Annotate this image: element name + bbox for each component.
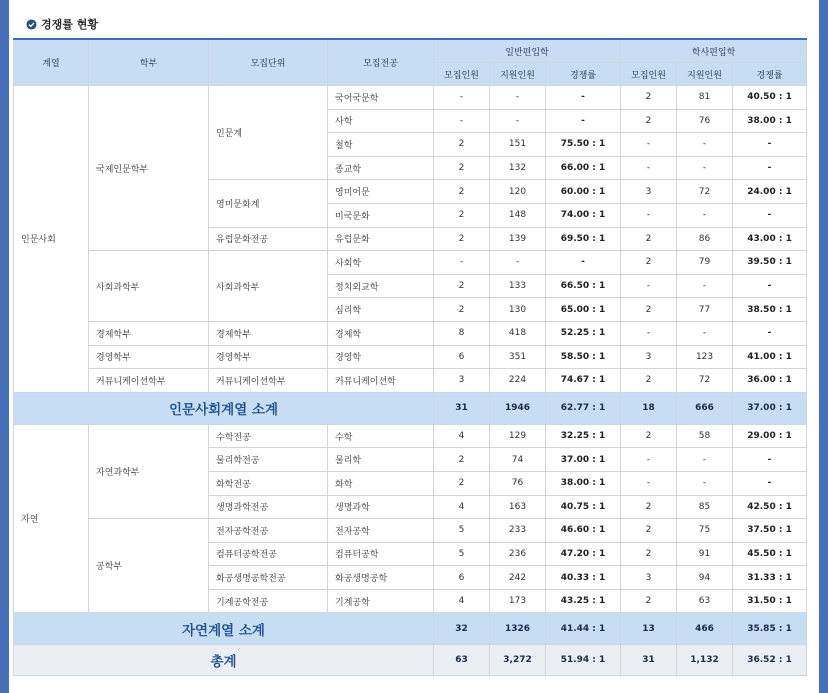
table-row — [14, 86, 807, 110]
general-quota-cell: 5 — [434, 519, 490, 543]
bachelor-rate-cell: 37.50 : 1 — [733, 519, 807, 543]
general-applicants-cell: 148 — [490, 203, 546, 227]
bachelor-rate-cell: 41.00 : 1 — [733, 345, 807, 369]
unit-cell: 경제학부 — [209, 321, 328, 345]
total-label: 총계 — [14, 645, 434, 676]
header-general-quota: 모집인원 — [434, 63, 490, 86]
general-rate-cell: 43.25 : 1 — [546, 589, 621, 613]
general-applicants-cell: 418 — [490, 321, 546, 345]
unit-cell: 사회과학부 — [209, 251, 328, 322]
subtotal-label: 인문사회계열 소계 — [14, 392, 434, 424]
division-cell: 경영학부 — [89, 345, 209, 369]
header-general-rate: 경쟁률 — [546, 63, 621, 86]
bachelor-quota-cell: 2 — [621, 589, 677, 613]
bachelor-rate-cell: - — [733, 321, 807, 345]
bachelor-rate-cell: 42.50 : 1 — [733, 495, 807, 519]
table-row — [14, 321, 807, 345]
unit-cell: 영미문화계 — [209, 180, 328, 227]
bachelor-rate-cell: - — [733, 203, 807, 227]
general-quota-cell: 5 — [434, 542, 490, 566]
general-rate-cell: 60.00 : 1 — [546, 180, 621, 204]
general-applicants-cell: 74 — [490, 448, 546, 472]
bachelor-applicants-cell: 123 — [677, 345, 733, 369]
subtotal-label: 자연계열 소계 — [14, 613, 434, 645]
bachelor-quota-cell: - — [621, 321, 677, 345]
general-rate-cell: 74.00 : 1 — [546, 203, 621, 227]
general-applicants-cell: - — [490, 109, 546, 133]
total-general-applicants: 3,272 — [490, 645, 546, 676]
bachelor-quota-cell: - — [621, 274, 677, 298]
group-cell: 자연 — [14, 424, 89, 613]
subtotal-general-applicants: 1326 — [490, 613, 546, 645]
general-rate-cell: 38.00 : 1 — [546, 471, 621, 495]
bachelor-quota-cell: 3 — [621, 566, 677, 590]
subtotal-general-rate: 41.44 : 1 — [546, 613, 621, 645]
general-quota-cell: 4 — [434, 589, 490, 613]
bachelor-quota-cell: 2 — [621, 519, 677, 543]
bachelor-applicants-cell: 58 — [677, 424, 733, 448]
subtotal-bachelor-rate: 37.00 : 1 — [733, 392, 807, 424]
general-rate-cell: 37.00 : 1 — [546, 448, 621, 472]
bachelor-applicants-cell: 75 — [677, 519, 733, 543]
unit-cell: 전자공학전공 — [209, 519, 328, 543]
unit-cell: 물리학전공 — [209, 448, 328, 472]
section-title-text: 경쟁률 현황 — [41, 18, 98, 31]
bachelor-rate-cell: 39.50 : 1 — [733, 251, 807, 275]
major-cell: 국어국문학 — [328, 86, 434, 110]
total-bachelor-rate: 36.52 : 1 — [733, 645, 807, 676]
general-quota-cell: 4 — [434, 495, 490, 519]
bachelor-quota-cell: - — [621, 156, 677, 180]
general-applicants-cell: 76 — [490, 471, 546, 495]
general-applicants-cell: 351 — [490, 345, 546, 369]
major-cell: 수학 — [328, 424, 434, 448]
bachelor-quota-cell: 2 — [621, 227, 677, 251]
subtotal-bachelor-quota: 18 — [621, 392, 677, 424]
header-group: 계열 — [14, 39, 89, 86]
header-major: 모집전공 — [328, 39, 434, 86]
general-quota-cell: 2 — [434, 156, 490, 180]
general-quota-cell: 2 — [434, 180, 490, 204]
bachelor-applicants-cell: - — [677, 448, 733, 472]
bachelor-applicants-cell: 72 — [677, 369, 733, 393]
bachelor-quota-cell: 2 — [621, 495, 677, 519]
general-applicants-cell: 233 — [490, 519, 546, 543]
general-quota-cell: 4 — [434, 424, 490, 448]
general-applicants-cell: 236 — [490, 542, 546, 566]
general-rate-cell: - — [546, 86, 621, 110]
bachelor-quota-cell: 2 — [621, 369, 677, 393]
header-division: 학부 — [89, 39, 209, 86]
subtotal-row-science — [14, 613, 807, 645]
major-cell: 화공생명공학 — [328, 566, 434, 590]
major-cell: 물리학 — [328, 448, 434, 472]
unit-cell: 인문계 — [209, 86, 328, 180]
unit-cell: 유럽문화전공 — [209, 227, 328, 251]
general-quota-cell: 2 — [434, 298, 490, 322]
general-quota-cell: 6 — [434, 345, 490, 369]
general-quota-cell: 2 — [434, 448, 490, 472]
general-quota-cell: 3 — [434, 369, 490, 393]
general-applicants-cell: 173 — [490, 589, 546, 613]
bachelor-quota-cell: 2 — [621, 424, 677, 448]
unit-cell: 커뮤니케이션학부 — [209, 369, 328, 393]
bachelor-rate-cell: 36.00 : 1 — [733, 369, 807, 393]
general-applicants-cell: 133 — [490, 274, 546, 298]
general-rate-cell: - — [546, 251, 621, 275]
bachelor-applicants-cell: 76 — [677, 109, 733, 133]
bachelor-rate-cell: 40.50 : 1 — [733, 86, 807, 110]
group-cell: 인문사회 — [14, 86, 89, 393]
total-bachelor-applicants: 1,132 — [677, 645, 733, 676]
major-cell: 컴퓨터공학 — [328, 542, 434, 566]
major-cell: 경영학 — [328, 345, 434, 369]
general-quota-cell: - — [434, 86, 490, 110]
general-rate-cell: 32.25 : 1 — [546, 424, 621, 448]
bachelor-quota-cell: - — [621, 203, 677, 227]
subtotal-general-applicants: 1946 — [490, 392, 546, 424]
table-row — [14, 251, 807, 275]
general-applicants-cell: 139 — [490, 227, 546, 251]
bachelor-applicants-cell: 94 — [677, 566, 733, 590]
general-quota-cell: 2 — [434, 203, 490, 227]
bachelor-rate-cell: 31.33 : 1 — [733, 566, 807, 590]
bachelor-rate-cell: 45.50 : 1 — [733, 542, 807, 566]
bachelor-applicants-cell: 63 — [677, 589, 733, 613]
section-title — [26, 16, 98, 32]
bachelor-quota-cell: - — [621, 133, 677, 157]
unit-cell: 수학전공 — [209, 424, 328, 448]
major-cell: 사회학 — [328, 251, 434, 275]
bachelor-applicants-cell: 86 — [677, 227, 733, 251]
bachelor-applicants-cell: - — [677, 203, 733, 227]
bachelor-rate-cell: 38.00 : 1 — [733, 109, 807, 133]
general-rate-cell: 46.60 : 1 — [546, 519, 621, 543]
division-cell: 공학부 — [89, 519, 209, 613]
general-applicants-cell: 151 — [490, 133, 546, 157]
bachelor-applicants-cell: - — [677, 274, 733, 298]
bachelor-rate-cell: - — [733, 471, 807, 495]
division-cell: 사회과학부 — [89, 251, 209, 322]
bachelor-quota-cell: 2 — [621, 109, 677, 133]
unit-cell: 생명과학전공 — [209, 495, 328, 519]
header-bachelor-admission: 학사편입학 — [621, 39, 807, 63]
bachelor-applicants-cell: - — [677, 156, 733, 180]
competition-table — [13, 38, 807, 676]
general-rate-cell: 58.50 : 1 — [546, 345, 621, 369]
general-quota-cell: - — [434, 251, 490, 275]
bachelor-quota-cell: 2 — [621, 298, 677, 322]
bachelor-rate-cell: 31.50 : 1 — [733, 589, 807, 613]
bachelor-rate-cell: - — [733, 133, 807, 157]
general-applicants-cell: - — [490, 86, 546, 110]
major-cell: 기계공학 — [328, 589, 434, 613]
bachelor-quota-cell: 3 — [621, 180, 677, 204]
total-row — [14, 645, 807, 676]
general-quota-cell: 2 — [434, 133, 490, 157]
bachelor-quota-cell: - — [621, 471, 677, 495]
bachelor-applicants-cell: 91 — [677, 542, 733, 566]
table-row — [14, 369, 807, 393]
table-row — [14, 345, 807, 369]
general-quota-cell: 2 — [434, 274, 490, 298]
general-applicants-cell: 242 — [490, 566, 546, 590]
major-cell: 전자공학 — [328, 519, 434, 543]
subtotal-general-rate: 62.77 : 1 — [546, 392, 621, 424]
general-quota-cell: 2 — [434, 227, 490, 251]
bachelor-quota-cell: 2 — [621, 86, 677, 110]
general-rate-cell: 52.25 : 1 — [546, 321, 621, 345]
general-rate-cell: 47.20 : 1 — [546, 542, 621, 566]
bachelor-applicants-cell: 77 — [677, 298, 733, 322]
header-general-applicants: 지원인원 — [490, 63, 546, 86]
bachelor-applicants-cell: - — [677, 133, 733, 157]
header-bachelor-applicants: 지원인원 — [677, 63, 733, 86]
general-rate-cell: 65.00 : 1 — [546, 298, 621, 322]
major-cell: 경제학 — [328, 321, 434, 345]
bachelor-rate-cell: 43.00 : 1 — [733, 227, 807, 251]
major-cell: 정치외교학 — [328, 274, 434, 298]
bachelor-rate-cell: 29.00 : 1 — [733, 424, 807, 448]
bachelor-applicants-cell: 72 — [677, 180, 733, 204]
check-circle-icon — [26, 19, 37, 30]
bachelor-applicants-cell: - — [677, 471, 733, 495]
major-cell: 종교학 — [328, 156, 434, 180]
unit-cell: 기계공학전공 — [209, 589, 328, 613]
bachelor-applicants-cell: 85 — [677, 495, 733, 519]
general-rate-cell: - — [546, 109, 621, 133]
general-applicants-cell: 120 — [490, 180, 546, 204]
general-rate-cell: 40.75 : 1 — [546, 495, 621, 519]
general-rate-cell: 66.50 : 1 — [546, 274, 621, 298]
subtotal-general-quota: 32 — [434, 613, 490, 645]
subtotal-bachelor-applicants: 666 — [677, 392, 733, 424]
subtotal-bachelor-rate: 35.85 : 1 — [733, 613, 807, 645]
bachelor-rate-cell: - — [733, 274, 807, 298]
general-rate-cell: 74.67 : 1 — [546, 369, 621, 393]
unit-cell: 화학전공 — [209, 471, 328, 495]
general-applicants-cell: 163 — [490, 495, 546, 519]
major-cell: 생명과학 — [328, 495, 434, 519]
unit-cell: 컴퓨터공학전공 — [209, 542, 328, 566]
subtotal-bachelor-quota: 13 — [621, 613, 677, 645]
total-bachelor-quota: 31 — [621, 645, 677, 676]
bachelor-quota-cell: - — [621, 448, 677, 472]
general-applicants-cell: 130 — [490, 298, 546, 322]
header-unit: 모집단위 — [209, 39, 328, 86]
general-applicants-cell: 224 — [490, 369, 546, 393]
major-cell: 영미어문 — [328, 180, 434, 204]
bachelor-rate-cell: - — [733, 448, 807, 472]
bachelor-applicants-cell: 79 — [677, 251, 733, 275]
general-quota-cell: 8 — [434, 321, 490, 345]
total-general-quota: 63 — [434, 645, 490, 676]
bachelor-quota-cell: 2 — [621, 542, 677, 566]
major-cell: 미국문화 — [328, 203, 434, 227]
general-rate-cell: 75.50 : 1 — [546, 133, 621, 157]
subtotal-bachelor-applicants: 466 — [677, 613, 733, 645]
general-quota-cell: 2 — [434, 471, 490, 495]
major-cell: 철학 — [328, 133, 434, 157]
header-bachelor-rate: 경쟁률 — [733, 63, 807, 86]
subtotal-general-quota: 31 — [434, 392, 490, 424]
bachelor-rate-cell: - — [733, 156, 807, 180]
bachelor-quota-cell: 3 — [621, 345, 677, 369]
bachelor-rate-cell: 38.50 : 1 — [733, 298, 807, 322]
division-cell: 자연과학부 — [89, 424, 209, 518]
general-applicants-cell: 132 — [490, 156, 546, 180]
bachelor-applicants-cell: 81 — [677, 86, 733, 110]
general-quota-cell: - — [434, 109, 490, 133]
major-cell: 심리학 — [328, 298, 434, 322]
unit-cell: 화공생명공학전공 — [209, 566, 328, 590]
general-rate-cell: 69.50 : 1 — [546, 227, 621, 251]
division-cell: 국제인문학부 — [89, 86, 209, 251]
bachelor-rate-cell: 24.00 : 1 — [733, 180, 807, 204]
table-row — [14, 519, 807, 543]
table-row — [14, 424, 807, 448]
division-cell: 커뮤니케이션학부 — [89, 369, 209, 393]
major-cell: 사학 — [328, 109, 434, 133]
header-general-admission: 일반편입학 — [434, 39, 621, 63]
general-applicants-cell: - — [490, 251, 546, 275]
general-quota-cell: 6 — [434, 566, 490, 590]
header-bachelor-quota: 모집인원 — [621, 63, 677, 86]
major-cell: 유럽문화 — [328, 227, 434, 251]
major-cell: 커뮤니케이션학 — [328, 369, 434, 393]
total-general-rate: 51.94 : 1 — [546, 645, 621, 676]
major-cell: 화학 — [328, 471, 434, 495]
bachelor-applicants-cell: - — [677, 321, 733, 345]
general-rate-cell: 66.00 : 1 — [546, 156, 621, 180]
general-applicants-cell: 129 — [490, 424, 546, 448]
unit-cell: 경영학부 — [209, 345, 328, 369]
general-rate-cell: 40.33 : 1 — [546, 566, 621, 590]
division-cell: 경제학부 — [89, 321, 209, 345]
subtotal-row-humanities — [14, 392, 807, 424]
bachelor-quota-cell: 2 — [621, 251, 677, 275]
